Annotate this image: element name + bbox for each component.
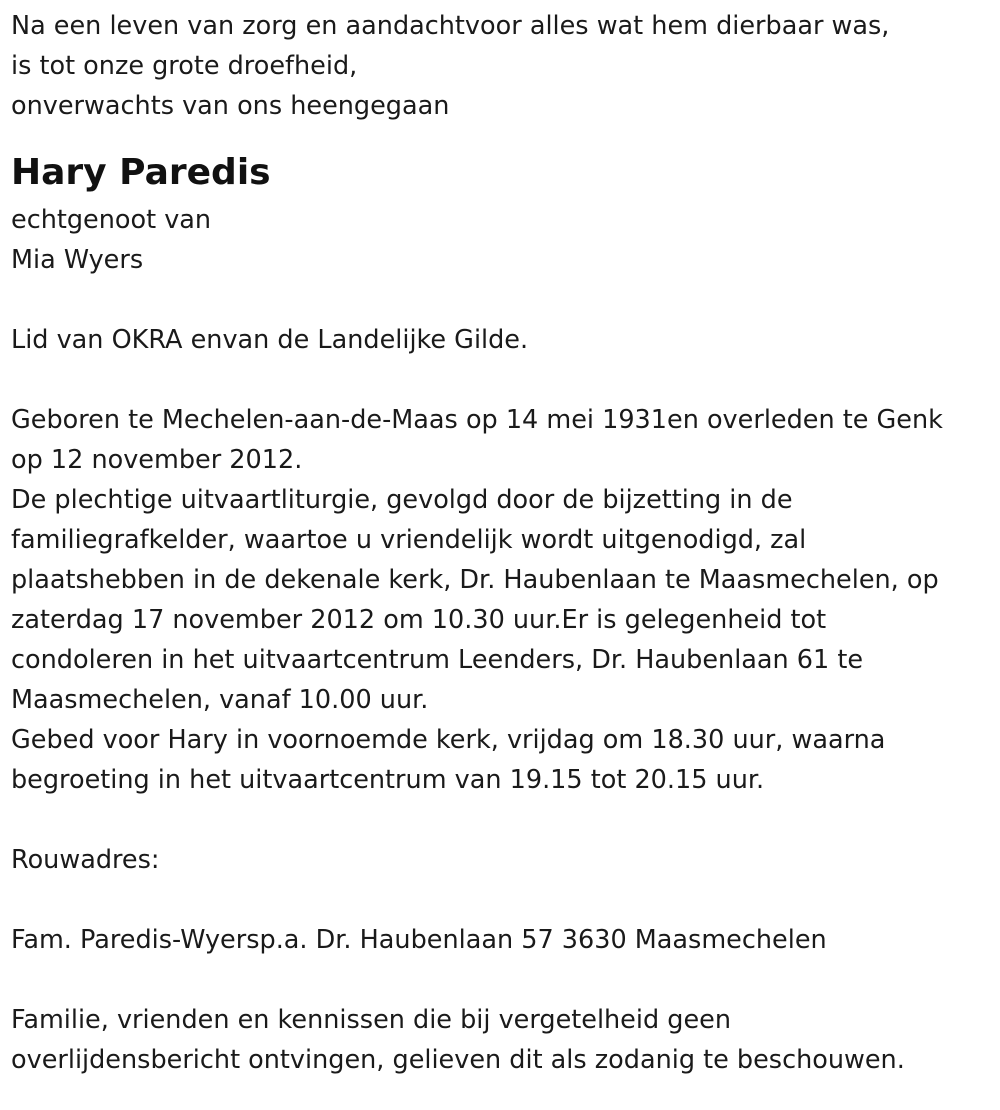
details-line: De plechtige uitvaartliturgie, gevolgd door de bijzetting in de	[11, 485, 793, 515]
details-line: Maasmechelen, vanaf 10.00 uur.	[11, 685, 429, 715]
closing-note	[11, 1000, 1000, 1080]
membership-info	[11, 320, 1000, 360]
mourning-address-label: Rouwadres:	[11, 845, 160, 875]
intro-line: Na een leven van zorg en aandachtvoor alles wat hem dierbaar was,	[11, 11, 890, 41]
details-line: condoleren in het uitvaartcentrum Leenders, Dr. Haubenlaan 61 te	[11, 645, 864, 675]
spouse-line: echtgenoot van	[11, 205, 212, 235]
spacer	[11, 800, 1000, 840]
intro-line: is tot onze grote droefheid,	[11, 51, 358, 81]
funeral-details	[11, 400, 1000, 800]
deceased-name: Hary Paredis	[11, 152, 271, 193]
spacer	[11, 960, 1000, 1000]
spouse-line: Mia Wyers	[11, 245, 144, 275]
details-line: plaatshebben in de dekenale kerk, Dr. Haubenlaan te Maasmechelen, op	[11, 565, 939, 595]
spouse-info	[11, 200, 1000, 280]
mourning-address-block	[11, 920, 1000, 960]
mourning-address: Fam. Paredis-Wyersp.a. Dr. Haubenlaan 57 3630 Maasmechelen	[11, 925, 827, 955]
intro-line: onverwachts van ons heengegaan	[11, 91, 450, 121]
details-line: Geboren te Mechelen-aan-de-Maas op 14 mei 1931en overleden te Genk	[11, 405, 943, 435]
details-line: begroeting in het uitvaartcentrum van 19.15 tot 20.15 uur.	[11, 765, 765, 795]
membership-text: Lid van OKRA envan de Landelijke Gilde.	[11, 325, 529, 355]
details-line: zaterdag 17 november 2012 om 10.30 uur.Er is gelegenheid tot	[11, 605, 827, 635]
intro-text	[11, 6, 1000, 126]
spacer	[11, 280, 1000, 320]
spacer	[11, 880, 1000, 920]
details-line: Gebed voor Hary in voornoemde kerk, vrijdag om 18.30 uur, waarna	[11, 725, 886, 755]
closing-line: overlijdensbericht ontvingen, gelieven dit als zodanig te beschouwen.	[11, 1045, 905, 1075]
closing-line: Familie, vrienden en kennissen die bij vergetelheid geen	[11, 1005, 731, 1035]
details-line: familiegrafkelder, waartoe u vriendelijk wordt uitgenodigd, zal	[11, 525, 807, 555]
details-line: op 12 november 2012.	[11, 445, 303, 475]
mourning-address-label-block	[11, 840, 1000, 880]
spacer	[11, 360, 1000, 400]
